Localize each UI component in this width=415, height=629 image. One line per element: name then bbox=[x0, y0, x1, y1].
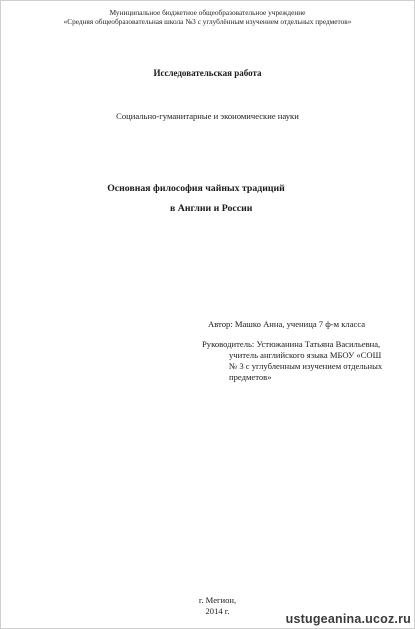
city-line: г. Мегион, bbox=[198, 595, 237, 605]
organization-name-line-1: Муниципальное бюджетное общеобразовательное учреждение bbox=[109, 8, 306, 17]
year-line: 2014 г. bbox=[205, 606, 230, 616]
document-title-line-2: в Англии и России bbox=[170, 203, 253, 214]
supervisor-line-1: Руководитель: Устюжанина Татьяна Васильевна, bbox=[202, 339, 381, 349]
document-title-line-1: Основная философия чайных традиций bbox=[107, 183, 285, 194]
supervisor-line-3: № 3 с углубленным изучением отдельных bbox=[229, 361, 383, 371]
research-field: Социально-гуманитарные и экономические науки bbox=[116, 111, 299, 121]
supervisor-line-2: учитель английского языка МБОУ «СОШ bbox=[229, 350, 382, 360]
site-watermark: ustugeanina.ucoz.ru bbox=[285, 612, 411, 626]
author-line: Автор: Машко Анна, ученица 7 ф-м класса bbox=[208, 319, 366, 329]
work-type-heading: Исследовательская работа bbox=[153, 68, 262, 78]
organization-name-line-2: «Средняя общеобразовательная школа №3 с углублённым изучением отдельных предметов» bbox=[63, 17, 352, 26]
supervisor-line-4: предметов» bbox=[229, 372, 272, 382]
